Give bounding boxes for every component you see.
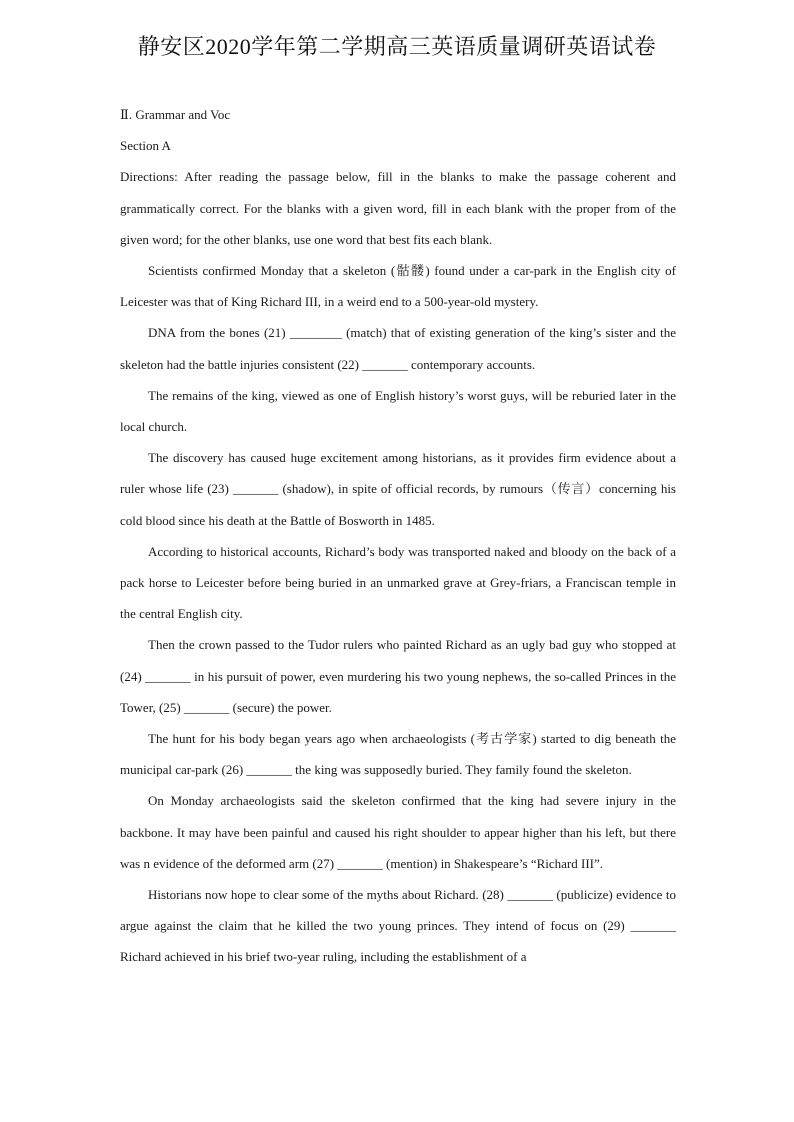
directions-text: Directions: After reading the passage below, fill in the blanks to make the passage coherent and grammatically correct. For the blanks with a given word, fill in each blank with the proper from of the given word; for the other blanks, use one word that best fits each blank. xyxy=(120,169,676,247)
passage-paragraph-8: On Monday archaeologists said the skeleton confirmed that the king had severe injury in the backbone. It may have been painful and caused his right shoulder to appear higher than his left, but there was n evidence of the deformed arm (27) _______ (mention) in Shakespeare’s “Richard III”. xyxy=(120,793,676,871)
passage-paragraph-1: Scientists confirmed Monday that a skeleton (骷髅) found under a car-park in the English city of Leicester was that of King Richard III, in a weird end to a 500-year-old mystery. xyxy=(120,263,676,310)
passage-paragraph-2: DNA from the bones (21) ________ (match) that of existing generation of the king’s sister and the skeleton had the battle injuries consistent (22) _______ contemporary accounts. xyxy=(120,325,676,372)
passage-paragraph-3: The remains of the king, viewed as one of English history’s worst guys, will be reburied later in the local church. xyxy=(120,387,676,435)
passage-paragraph-7: The hunt for his body began years ago when archaeologists (考古学家) started to dig beneath the municipal car-park (26) _______ the king was supposedly buried. They family found the skeleton. xyxy=(120,731,676,778)
section-heading: Ⅱ. Grammar and Voc xyxy=(120,107,231,122)
passage-paragraph-6: Then the crown passed to the Tudor rulers who painted Richard as an ugly bad guy who stopped at (24) _______ in his pursuit of power, even murdering his two young nephews, the so-called Princes in the Tower, (25) _______ (secure) the power. xyxy=(120,637,676,715)
passage-paragraph-4: The discovery has caused huge excitement among historians, as it provides firm evidence about a ruler whose life (23) _______ (shadow), in spite of official records, by rumours（传言）concerning his cold blood since his death at the Battle of Bosworth in 1485. xyxy=(120,450,676,528)
subsection-heading: Section A xyxy=(120,138,171,154)
document-title: 静安区2020学年第二学期高三英语质量调研英语试卷 xyxy=(137,34,657,59)
passage-paragraph-5: According to historical accounts, Richard’s body was transported naked and bloody on the back of a pack horse to Leicester before being buried in an unmarked grave at Grey-friars, a Franciscan temple in the central English city. xyxy=(120,543,676,622)
document-body xyxy=(120,99,676,973)
passage-paragraph-9: Historians now hope to clear some of the myths about Richard. (28) _______ (publicize) evidence to argue against the claim that he killed the two young princes. They intend of focus on (29) _______ Richard achieved in his brief two-year ruling, including the establishment of a xyxy=(120,887,676,965)
